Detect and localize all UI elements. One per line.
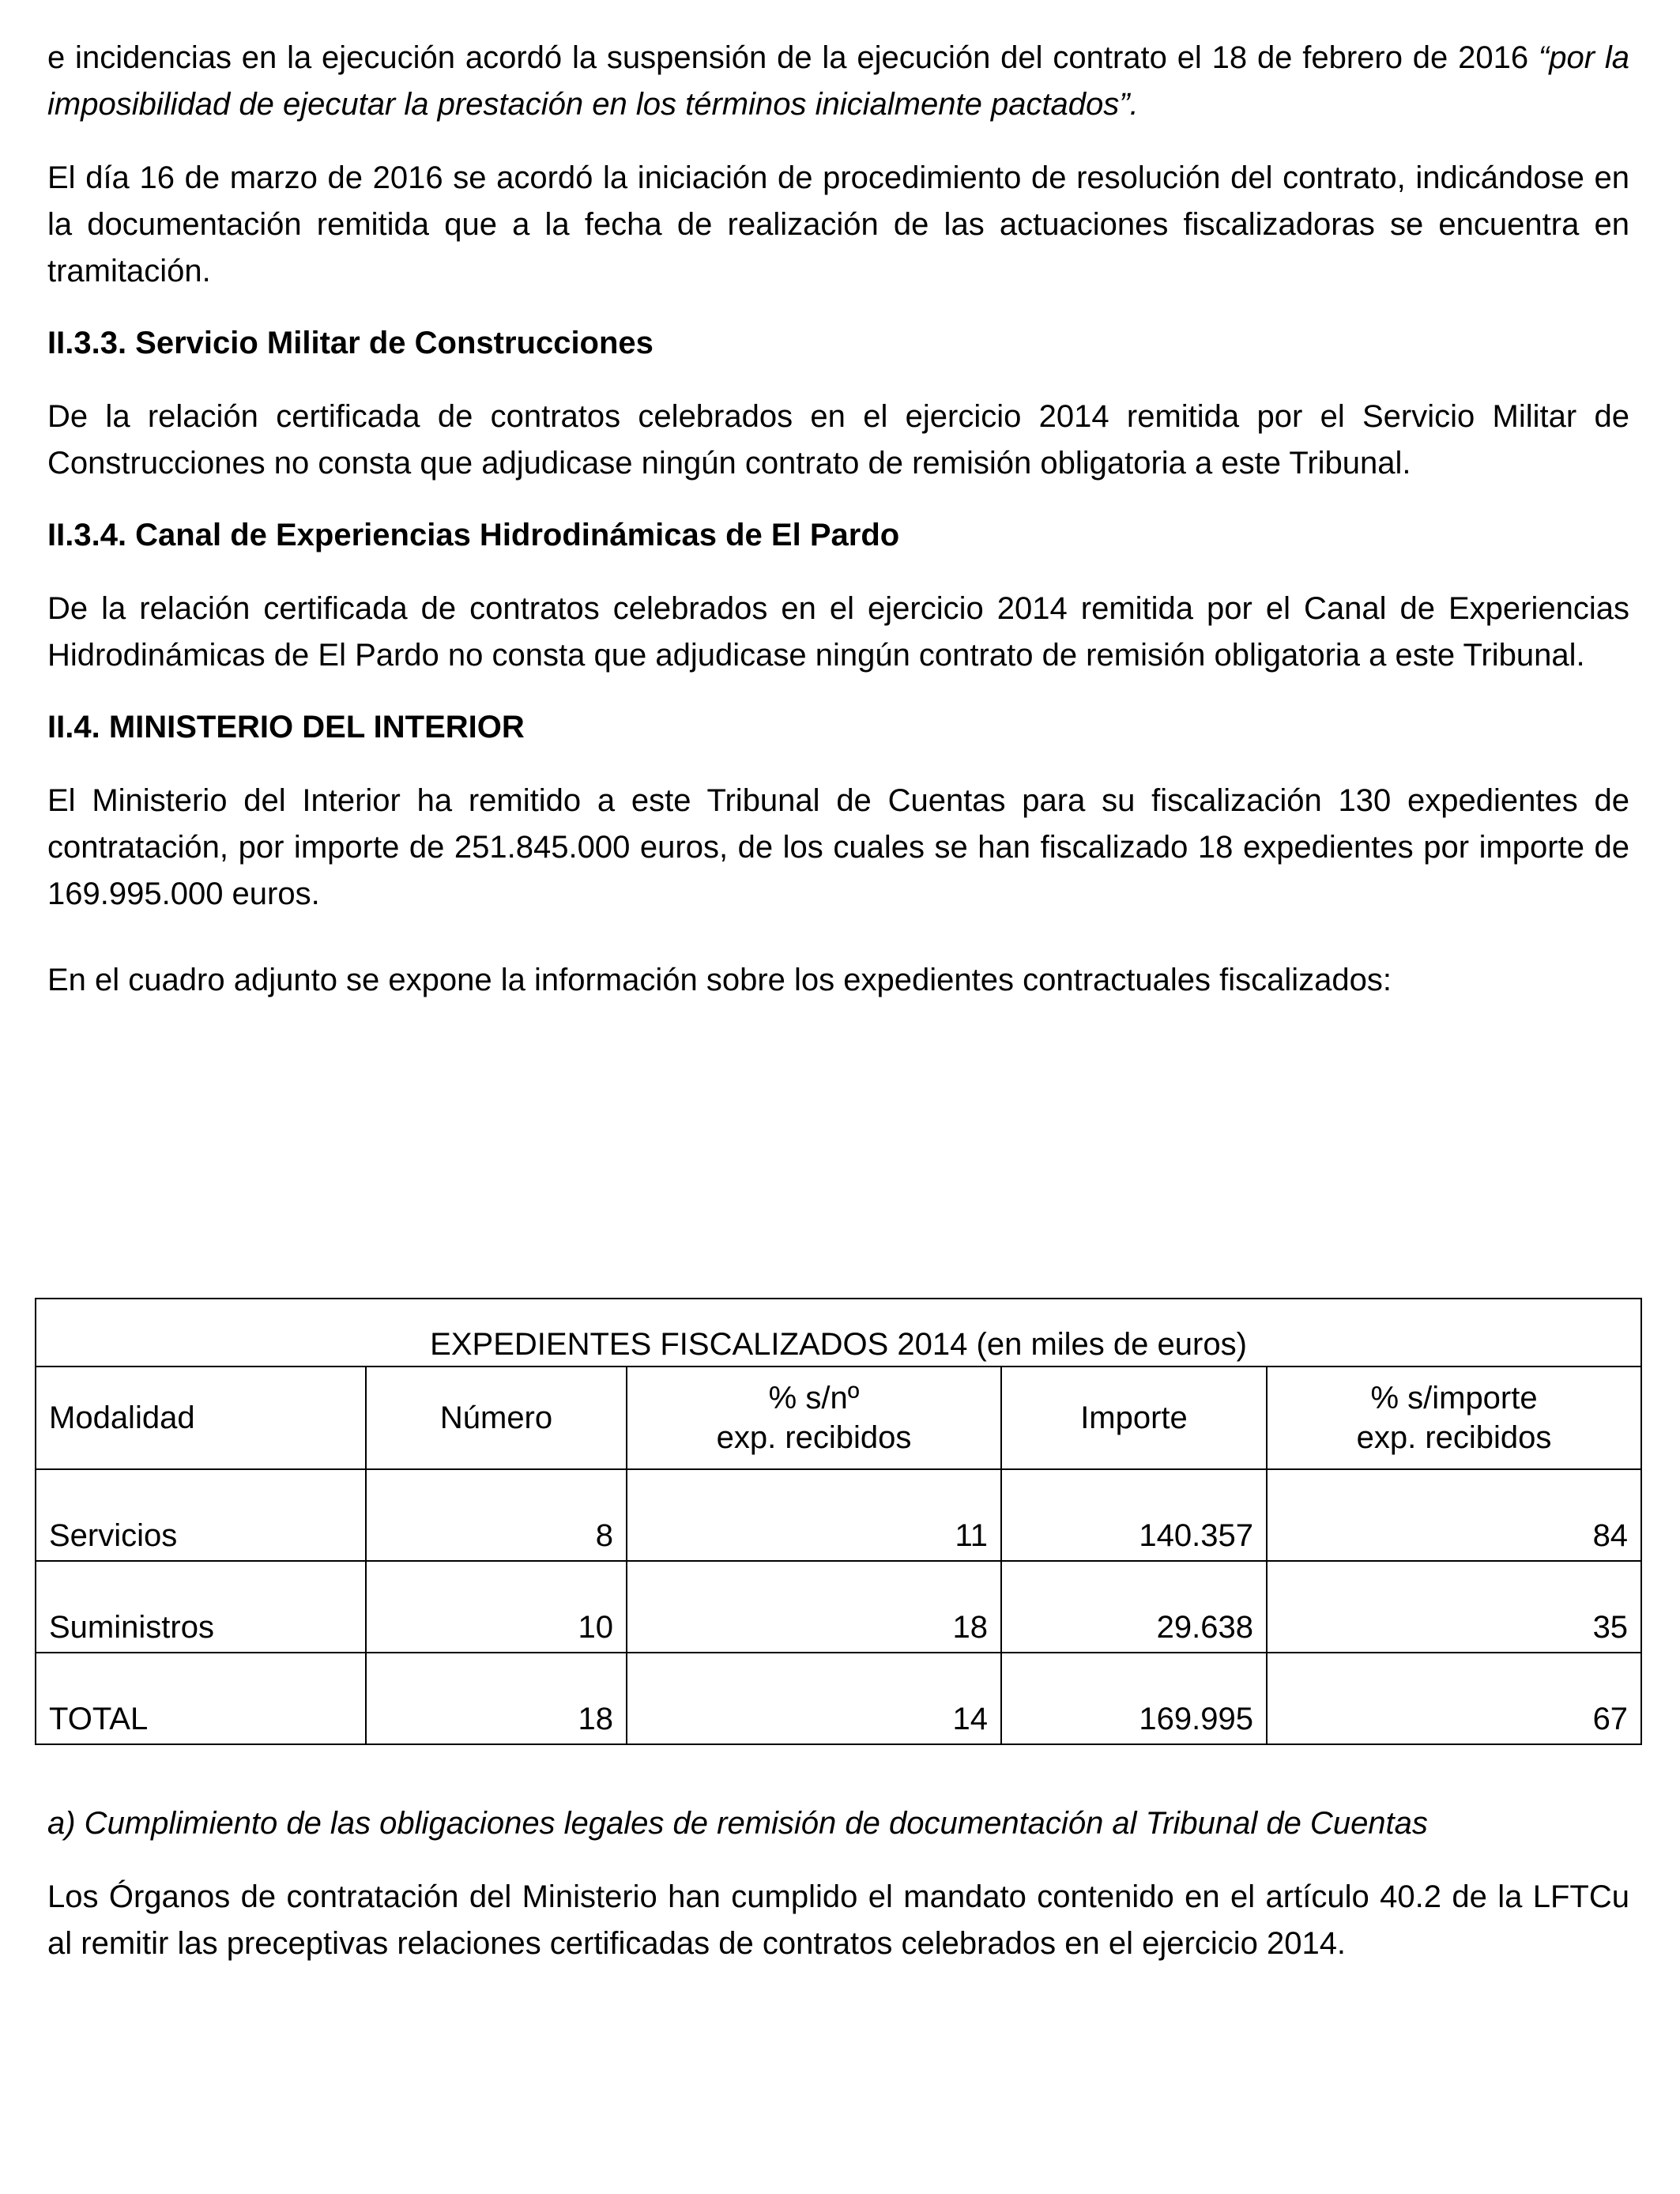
paragraph-suspension bbox=[47, 35, 1629, 128]
cell-importe: 169.995 bbox=[1001, 1653, 1267, 1744]
cell-importe: 140.357 bbox=[1001, 1469, 1267, 1561]
paragraph-suspension-text: e incidencias en la ejecución acordó la suspensión de la ejecución del contrato el 18 de febrero de 2016 bbox=[47, 40, 1539, 75]
header-pct-importe-line1: % s/importe bbox=[1370, 1381, 1538, 1416]
table-header-row bbox=[36, 1367, 1641, 1469]
header-pct-numero-line2: exp. recibidos bbox=[716, 1420, 912, 1455]
header-pct-importe-line2: exp. recibidos bbox=[1356, 1420, 1552, 1455]
table-row bbox=[36, 1561, 1641, 1653]
section-heading-ministerio-interior: II.4. MINISTERIO DEL INTERIOR bbox=[47, 710, 525, 745]
cell-pct-importe: 84 bbox=[1267, 1469, 1641, 1561]
paragraph-suspension-quote: “por la imposibilidad de ejecutar la prestación en los términos inicialmente pactados”. bbox=[47, 40, 1629, 122]
paragraph-servicio-militar: De la relación certificada de contratos celebrados en el ejercicio 2014 remitida por el Servicio Militar de Construcciones no consta que adjudicase ningún contrato de remisión obligatoria a este Tribunal. bbox=[47, 399, 1629, 481]
cell-pct-numero: 11 bbox=[627, 1469, 1001, 1561]
cell-modalidad: TOTAL bbox=[36, 1653, 366, 1744]
table-title-row bbox=[36, 1299, 1641, 1367]
section-heading-canal-experiencias: II.3.4. Canal de Experiencias Hidrodinámicas de El Pardo bbox=[47, 518, 900, 552]
document-page bbox=[47, 35, 1629, 1004]
table-row bbox=[36, 1469, 1641, 1561]
cell-pct-importe: 67 bbox=[1267, 1653, 1641, 1744]
table-title: EXPEDIENTES FISCALIZADOS 2014 (en miles de euros) bbox=[36, 1299, 1641, 1367]
cell-modalidad: Servicios bbox=[36, 1469, 366, 1561]
expedientes-table bbox=[35, 1298, 1642, 1745]
table-total-row bbox=[36, 1653, 1641, 1744]
cell-numero: 10 bbox=[366, 1561, 627, 1653]
cell-pct-importe: 35 bbox=[1267, 1561, 1641, 1653]
header-pct-numero bbox=[627, 1367, 1001, 1469]
header-modalidad: Modalidad bbox=[36, 1367, 366, 1469]
paragraph-cuadro-adjunto: En el cuadro adjunto se expone la información sobre los expedientes contractuales fiscalizados: bbox=[47, 963, 1392, 997]
header-pct-numero-line1: % s/nº bbox=[768, 1381, 860, 1416]
cell-pct-numero: 18 bbox=[627, 1561, 1001, 1653]
header-importe: Importe bbox=[1001, 1367, 1267, 1469]
header-numero: Número bbox=[366, 1367, 627, 1469]
cell-modalidad: Suministros bbox=[36, 1561, 366, 1653]
cell-pct-numero: 14 bbox=[627, 1653, 1001, 1744]
paragraph-cumplimiento: Los Órganos de contratación del Ministerio han cumplido el mandato contenido en el artículo 40.2 de la LFTCu al remitir las preceptivas relaciones certificadas de contratos celebrados en el ejercicio 2014. bbox=[47, 1879, 1629, 1961]
document-page-lower bbox=[47, 1800, 1629, 1967]
paragraph-canal-experiencias: De la relación certificada de contratos celebrados en el ejercicio 2014 remitida por el Canal de Experiencias Hidrodinámicas de El Pardo no consta que adjudicase ningún contrato de remisión obligatoria a este Tribunal. bbox=[47, 591, 1629, 673]
subsection-heading-cumplimiento: a) Cumplimiento de las obligaciones legales de remisión de documentación al Tribunal de Cuentas bbox=[47, 1806, 1428, 1841]
paragraph-resolution: El día 16 de marzo de 2016 se acordó la iniciación de procedimiento de resolución del contrato, indicándose en la documentación remitida que a la fecha de realización de las actuaciones fiscalizadoras se encuentra en tramitación. bbox=[47, 160, 1629, 288]
section-heading-servicio-militar: II.3.3. Servicio Militar de Construcciones bbox=[47, 326, 654, 360]
cell-importe: 29.638 bbox=[1001, 1561, 1267, 1653]
expedientes-table-container bbox=[35, 1298, 1640, 1745]
paragraph-ministerio-interior: El Ministerio del Interior ha remitido a este Tribunal de Cuentas para su fiscalización 130 expedientes de contratación, por importe de 251.845.000 euros, de los cuales se han fiscalizado 18 expedientes por importe de 169.995.000 euros. bbox=[47, 783, 1629, 911]
cell-numero: 18 bbox=[366, 1653, 627, 1744]
header-pct-importe bbox=[1267, 1367, 1641, 1469]
cell-numero: 8 bbox=[366, 1469, 627, 1561]
